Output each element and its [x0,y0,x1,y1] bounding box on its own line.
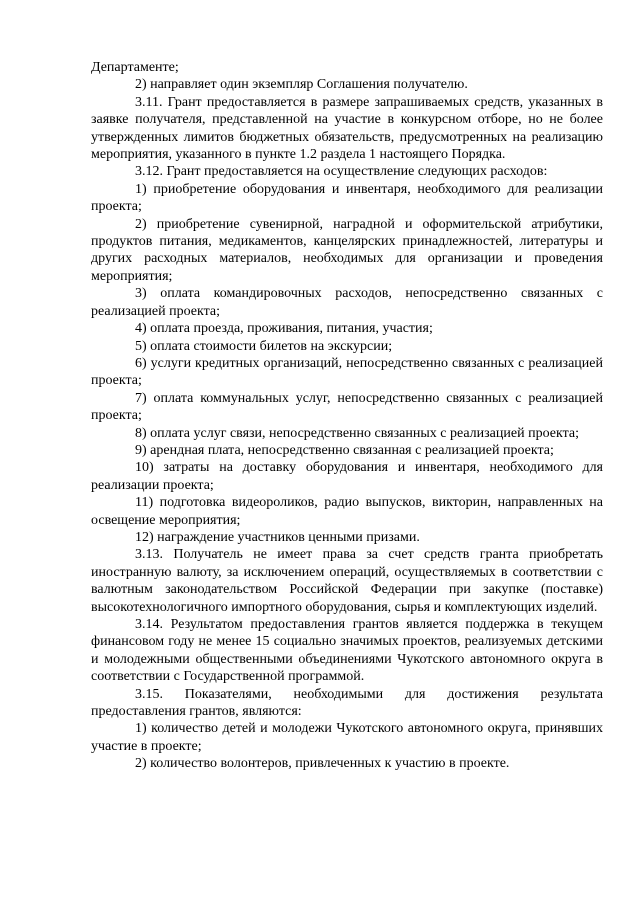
paragraph-item: 11) подготовка видеороликов, радио выпусков, викторин, направленных на освещение мероприятия; [91,495,603,528]
paragraph-item: 5) оплата стоимости билетов на экскурсии; [135,338,393,354]
paragraph-item: 2) количество волонтеров, привлеченных к участию в проекте. [135,756,510,772]
paragraph-item: 10) затраты на доставку оборудования и инвентаря, необходимого для реализации проекта; [91,460,603,493]
paragraph-item: 2) приобретение сувенирной, наградной и оформительской атрибутики, продуктов питания, медикаментов, канцелярских принадлежностей, литературы и других расходных материалов, необходимых для организации и проведения мероприятия; [91,216,603,284]
paragraph-clause-3-13: 3.13. Получатель не имеет права за счет средств гранта приобретать иностранную валюту, за исключением операций, осуществляемых в соответствии с валютным законодательством Российской Федерации при закупке (поставке) высокотехнологичного импортного оборудования, сырья и комплектующих изделий. [91,547,603,615]
paragraph-clause-3-12: 3.12. Грант предоставляется на осуществление следующих расходов: [135,164,548,180]
paragraph-clause-3-15: 3.15. Показателями, необходимыми для достижения результата предоставления грантов, являются: [91,686,603,720]
paragraph-item: 8) оплата услуг связи, непосредственно связанных с реализацией проекта; [135,425,579,441]
paragraph-item: 2) направляет один экземпляр Соглашения получателю. [135,77,468,93]
paragraph-item: 1) приобретение оборудования и инвентаря, необходимого для реализации проекта; [91,181,603,215]
paragraph-item: 7) оплата коммунальных услуг, непосредственно связанных с реализацией проекта; [91,390,603,424]
paragraph-clause-3-14: 3.14. Результатом предоставления грантов является поддержка в текущем финансовом году не менее 15 социально значимых проектов, реализуемых детскими и молодежными общественными объединениями Чукотского автономного округа в соответствии с Государственной программой. [91,617,603,685]
paragraph-item: 3) оплата командировочных расходов, непосредственно связанных с реализацией проекта; [91,286,603,319]
paragraph-item: 9) арендная плата, непосредственно связанная с реализацией проекта; [135,442,554,458]
paragraph-item: 1) количество детей и молодежи Чукотского автономного округа, принявших участие в проекте; [91,721,603,754]
paragraph-continuation: Департаменте; [91,60,179,75]
paragraph-item: 12) награждение участников ценными призами. [135,529,420,545]
document-body [91,59,603,773]
paragraph-item: 4) оплата проезда, проживания, питания, участия; [135,321,433,337]
paragraph-item: 6) услуги кредитных организаций, непосредственно связанных с реализацией проекта; [91,355,603,389]
paragraph-clause-3-11: 3.11. Грант предоставляется в размере запрашиваемых средств, указанных в заявке получателя, представленной на участие в конкурсном отборе, но не более утвержденных лимитов бюджетных обязательств, предусмотренных на реализацию мероприятия, указанного в пункте 1.2 раздела 1 настоящего Порядка. [91,94,603,163]
